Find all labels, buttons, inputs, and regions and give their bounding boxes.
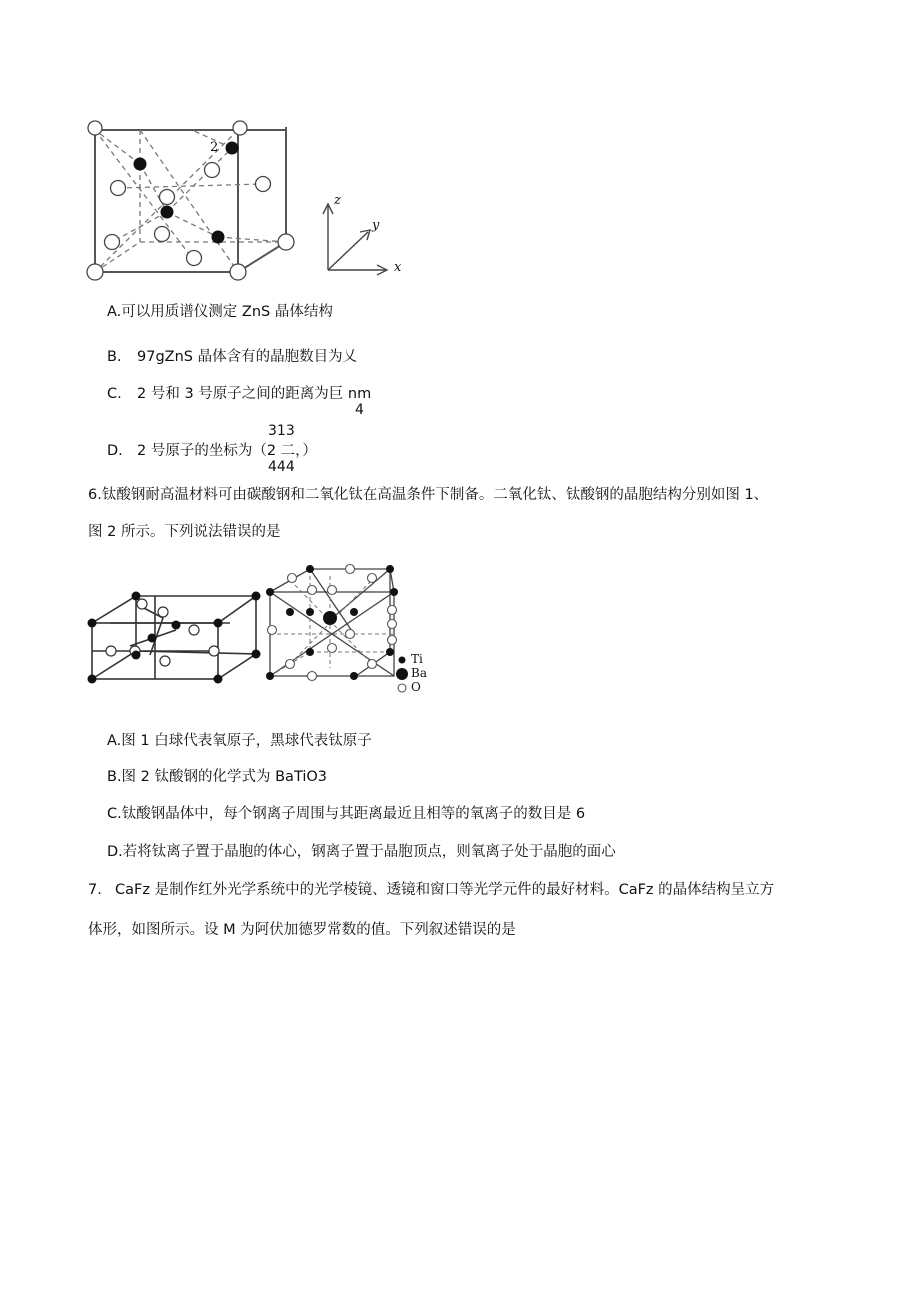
q7-stem-line2: 体形，如图所示。设 M 为阿伏加德罗常数的值。下列叙述错误的是 (88, 922, 516, 938)
q5-option-d: 2 号原子的坐标为（2 二，） (137, 443, 317, 459)
legend-ba-label: Ba (411, 666, 427, 680)
q5-option-b: 97gZnS 晶体含有的晶胞数目为乂 (137, 349, 358, 365)
q7-stem-line1: CaFz 是制作红外光学系统中的光学棱镜、透镜和窗口等光学元件的最好材料。CaFz 的晶体结构呈立方 (115, 882, 775, 898)
q5-option-d-numerator: 313 (268, 423, 295, 439)
q7-number: 7. (88, 882, 102, 898)
axis-label-y: y (372, 218, 380, 233)
axis-label-x: x (394, 260, 402, 275)
q6-option-b: B.图 2 钛酸钢的化学式为 BaTiO3 (107, 769, 328, 785)
q5-option-c: 2 号和 3 号原子之间的距离为巨 nm (137, 386, 372, 402)
q6-stem-line2: 图 2 所示。下列说法错误的是 (88, 524, 281, 540)
axis-label-z: z (334, 193, 341, 208)
q6-option-d: D.若将钛离子置于晶胞的体心，钢离子置于晶胞顶点，则氧离子处于晶胞的面心 (107, 844, 616, 860)
q6-option-c: C.钛酸钢晶体中，每个钢离子周围与其距离最近且相等的氧离子的数目是 6 (107, 806, 586, 822)
q5-option-d-prefix: D. (107, 443, 123, 459)
q5-option-d-denominator: 444 (268, 459, 295, 475)
q5-option-c-denominator: 4 (355, 402, 364, 418)
legend-ti-label: Ti (411, 652, 423, 666)
q6-stem-line1: 6.钛酸钢耐高温材料可由碳酸钢和二氧化钛在高温条件下制备。二氧化钛、钛酸钢的晶胞结构分别如图 1、 (88, 487, 769, 503)
legend-o-label: O (411, 680, 421, 694)
q5-option-c-prefix: C. (107, 386, 122, 402)
q5-option-a: A.可以用质谱仪测定 ZnS 晶体结构 (107, 304, 333, 320)
atom-label-2: 2 (210, 140, 219, 155)
q6-option-a: A.图 1 白球代表氧原子，黑球代表钛原子 (107, 733, 372, 749)
q5-option-b-prefix: B. (107, 349, 122, 365)
